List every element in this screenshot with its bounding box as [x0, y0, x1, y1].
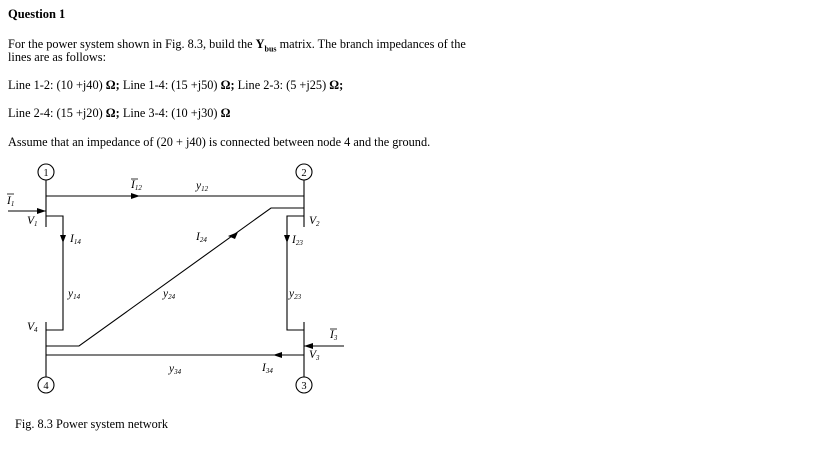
i23-arrow-icon	[284, 235, 290, 243]
line-2-3-impedance: Line 2-3: (5 +j25) Ω;	[237, 78, 344, 92]
node-2-label: 2	[301, 168, 307, 179]
y23-label: y23	[289, 288, 302, 301]
i34-label: I34	[262, 362, 273, 375]
i14-label: I14	[70, 233, 81, 246]
intro-line-2: lines are as follows:	[8, 50, 107, 64]
line-2-4-impedance: Line 2-4: (15 +j20) Ω;	[8, 106, 120, 120]
branch-2-4	[46, 208, 304, 346]
v4-label: V4	[27, 321, 38, 334]
v2-label: V2	[309, 215, 320, 228]
i23-label: I23	[292, 234, 303, 247]
y34-label: y34	[169, 363, 182, 376]
branch-1-4	[46, 216, 63, 330]
v1-label: V1	[27, 215, 38, 228]
y14-label: y14	[68, 288, 81, 301]
i24-label: I24	[196, 231, 207, 244]
intro-text-end: matrix. The branch impedances of the	[276, 37, 466, 51]
node-4-label: 4	[43, 381, 49, 392]
question-title: Question 1	[8, 7, 66, 21]
y24-label: y24	[163, 288, 176, 301]
i3-label: I3	[330, 329, 338, 342]
i1-arrow-icon	[37, 208, 46, 214]
i1-label: I1	[7, 195, 15, 208]
i12-label: I12	[131, 179, 142, 192]
i34-arrow-icon	[273, 352, 282, 358]
ybus-symbol: $Y_{bus}$	[255, 37, 277, 54]
node-1-label: 1	[43, 168, 49, 179]
line-1-2-impedance: Line 1-2: (10 +j40) Ω;	[8, 78, 120, 92]
figure-caption: Fig. 8.3 Power system network	[15, 417, 169, 431]
assumption-text: Assume that an impedance of (20 + j40) is connected between node 4 and the ground.	[8, 135, 431, 149]
line-1-4-impedance: Line 1-4: (15 +j50) Ω;	[122, 78, 235, 92]
intro-text-start: For the power system shown in Fig. 8.3, build the	[8, 37, 256, 51]
i12-arrow-icon	[131, 193, 140, 199]
v3-label: V3	[309, 349, 320, 362]
i14-arrow-icon	[60, 235, 66, 243]
line-3-4-impedance: Line 3-4: (10 +j30) Ω	[122, 106, 231, 120]
y12-label: y12	[196, 180, 209, 193]
node-3-label: 3	[301, 381, 307, 392]
